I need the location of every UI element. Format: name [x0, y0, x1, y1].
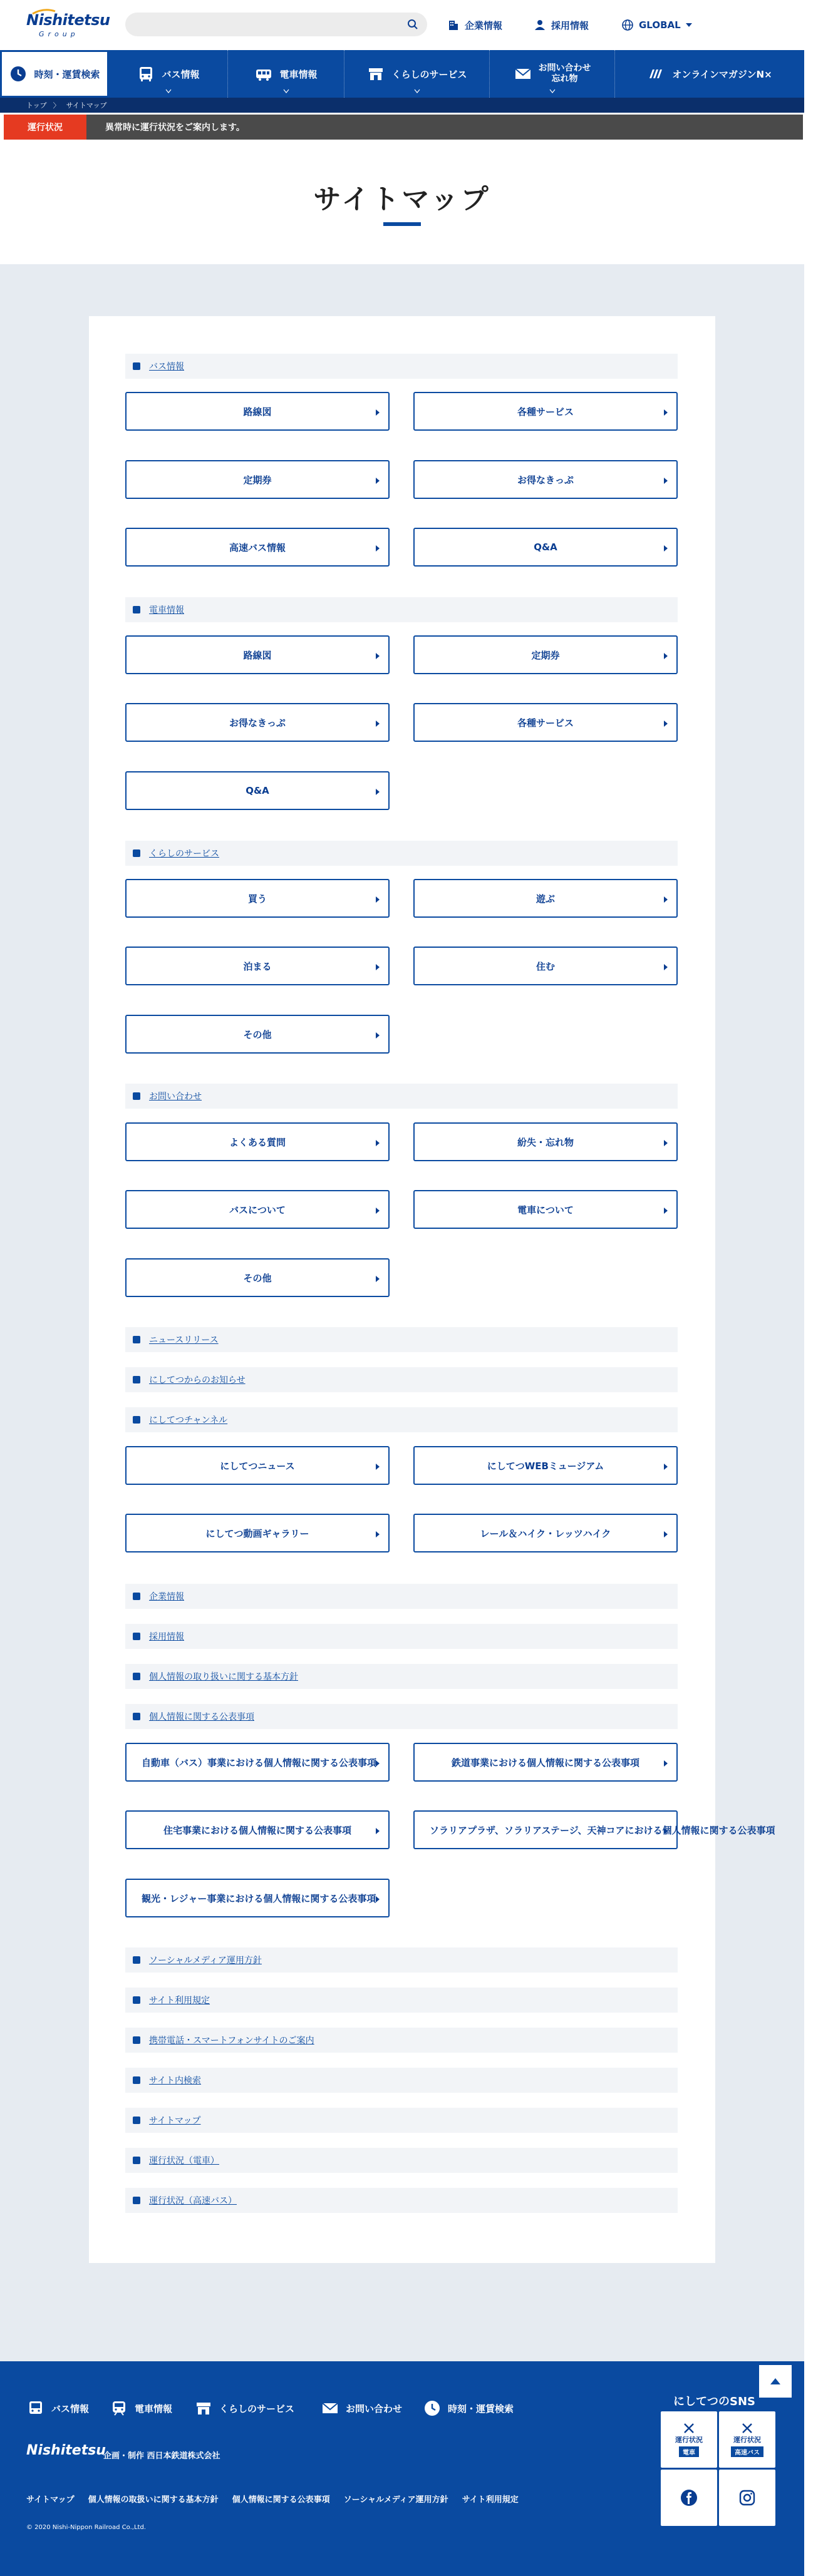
copyright: © 2020 Nishi-Nippon Railroad Co.,Ltd.: [26, 2524, 146, 2531]
search-input[interactable]: [125, 13, 427, 36]
footer-nav-label: 電車情報: [135, 2403, 173, 2414]
button-label: 路線図: [243, 649, 272, 661]
mail-icon: [514, 64, 532, 83]
button-label: 買う: [247, 893, 267, 905]
sitemap-button[interactable]: [125, 460, 390, 499]
section-living[interactable]: くらしのサービス: [125, 841, 678, 866]
button-label: 紛失・忘れ物: [517, 1136, 574, 1148]
globe-icon: [621, 19, 634, 31]
recruit-link-label: 採用情報: [551, 19, 589, 31]
main-navigation: [0, 50, 804, 98]
section-bus[interactable]: バス情報: [125, 354, 678, 379]
sitemap-button[interactable]: [413, 528, 678, 567]
company-link[interactable]: [447, 18, 502, 33]
chevron-down-icon: [686, 23, 692, 27]
company-link-label: 企業情報: [465, 19, 503, 31]
footer-nav-timetable[interactable]: [423, 2399, 514, 2418]
button-label: Q&A: [246, 785, 269, 796]
train-icon: [254, 64, 273, 83]
sns-x-train[interactable]: [661, 2411, 717, 2468]
logo-subtext: Group: [39, 30, 79, 38]
button-label: 住宅事業における個人情報に関する公表事項: [163, 1824, 351, 1836]
sns-facebook[interactable]: [661, 2470, 717, 2526]
sitemap-button[interactable]: [413, 1810, 775, 1849]
nav-living-service[interactable]: [344, 50, 490, 98]
sns-label: 運行状況: [675, 2436, 703, 2444]
sitemap-button[interactable]: [413, 460, 678, 499]
nav-train-label: 電車情報: [279, 68, 318, 80]
train-icon: [110, 2399, 128, 2418]
sitemap-button[interactable]: [125, 1190, 390, 1229]
clock-icon: [9, 64, 28, 83]
site-header: [0, 0, 833, 50]
footer-nav-bus[interactable]: [26, 2399, 89, 2418]
sitemap-button[interactable]: [125, 1015, 390, 1054]
button-label: 電車について: [517, 1204, 574, 1216]
section-notices[interactable]: にしてつからのお知らせ: [125, 1367, 678, 1392]
section-terms[interactable]: サイト利用規定: [125, 1988, 678, 2013]
section-status-bus[interactable]: 運行状況（高速バス）: [125, 2188, 678, 2213]
sns-tag: 高速バス: [731, 2446, 763, 2457]
logo-text: Nishitetsu: [26, 11, 110, 29]
footer-link[interactable]: サイト利用規定: [462, 2495, 519, 2505]
facebook-icon: [680, 2488, 698, 2507]
sitemap-button[interactable]: [125, 703, 390, 742]
nav-lostitem-label: 忘れ物: [551, 74, 578, 84]
section-privacy-notice[interactable]: 個人情報に関する公表事項: [125, 1704, 678, 1729]
building-icon: [447, 19, 460, 31]
button-label: 定期券: [531, 649, 560, 661]
sitemap-button[interactable]: [413, 635, 678, 674]
footer-link[interactable]: 個人情報の取扱いに関する基本方針: [88, 2495, 219, 2505]
footer-links: [26, 2493, 519, 2505]
section-sitemap[interactable]: サイトマップ: [125, 2108, 678, 2133]
footer-nav-living[interactable]: [194, 2399, 294, 2418]
button-label: お得なきっぷ: [517, 474, 574, 486]
bus-icon: [137, 64, 155, 83]
footer-producer: 企画・制作 西日本鉄道株式会社: [103, 2451, 220, 2461]
button-label: 住む: [536, 960, 555, 972]
back-to-top-button[interactable]: [759, 2365, 792, 2398]
chevron-down-icon: [166, 90, 171, 93]
button-label: 高速バス情報: [229, 541, 286, 553]
button-label: 自動車（バス）事業における個人情報に関する公表事項: [142, 1757, 377, 1768]
button-label: その他: [243, 1272, 272, 1284]
sitemap-button[interactable]: [125, 528, 390, 567]
button-label: レール＆ハイク・レッツハイク: [480, 1527, 611, 1539]
section-social-policy[interactable]: ソーシャルメディア運用方針: [125, 1947, 678, 1973]
nav-timetable-label: 時刻・運賃検索: [34, 68, 100, 80]
service-status-bar[interactable]: [4, 115, 803, 140]
sitemap-button[interactable]: [413, 392, 678, 431]
chevron-down-icon: [284, 90, 289, 93]
sitemap-button[interactable]: [125, 947, 390, 985]
button-label: お得なきっぷ: [229, 717, 286, 729]
person-icon: [534, 19, 546, 31]
sitemap-button[interactable]: [413, 1446, 678, 1485]
footer-link[interactable]: サイトマップ: [26, 2495, 75, 2505]
nav-online-magazine[interactable]: [615, 50, 804, 98]
nav-train[interactable]: [228, 50, 344, 98]
sitemap-button[interactable]: [413, 703, 678, 742]
sitemap-button[interactable]: [413, 879, 678, 918]
button-label: にしてつWEBミュージアム: [487, 1460, 604, 1472]
button-label: 各種サービス: [517, 406, 574, 418]
nav-bus[interactable]: [109, 50, 228, 98]
footer-nav-label: お問い合わせ: [346, 2403, 403, 2414]
sns-instagram[interactable]: [719, 2470, 775, 2526]
title-underline: [383, 222, 421, 226]
nav-contact-label: お問い合わせ: [538, 63, 591, 74]
section-company[interactable]: 企業情報: [125, 1584, 678, 1609]
button-label: 鉄道事業における個人情報に関する公表事項: [451, 1757, 639, 1768]
nishitetsu-logo[interactable]: [26, 9, 110, 41]
instagram-icon: [738, 2488, 757, 2507]
sns-label: 運行状況: [733, 2436, 761, 2444]
button-label: バスについて: [229, 1204, 286, 1216]
button-label: よくある質問: [229, 1136, 286, 1148]
footer-logo-text: Nishitetsu: [26, 2443, 106, 2458]
bus-icon: [26, 2399, 45, 2418]
nav-bus-label: バス情報: [162, 68, 200, 80]
section-channel[interactable]: にしてつチャンネル: [125, 1407, 678, 1432]
sitemap-button[interactable]: [125, 1810, 390, 1849]
search-icon[interactable]: [407, 19, 418, 30]
global-menu-label: GLOBAL: [639, 19, 681, 31]
section-train[interactable]: 電車情報: [125, 597, 678, 622]
arrow-up-icon: [770, 2378, 780, 2384]
footer-logo[interactable]: [26, 2443, 106, 2458]
recruit-link[interactable]: [534, 18, 589, 33]
sitemap-button[interactable]: [125, 1446, 390, 1485]
button-label: 観光・レジャー事業における個人情報に関する公表事項: [142, 1892, 376, 1904]
button-label: Q&A: [534, 541, 557, 553]
sitemap-button[interactable]: [413, 1190, 678, 1229]
button-label: にしてつニュース: [220, 1460, 295, 1472]
button-label: 泊まる: [243, 960, 272, 972]
site-footer: [0, 2361, 804, 2576]
button-label: ソラリアプラザ、ソラリアステージ、天神コアにおける個人情報に関する公表事項: [430, 1824, 775, 1836]
status-badge: 運行状況: [4, 115, 86, 140]
mail-icon: [321, 2399, 339, 2418]
sitemap-button[interactable]: [413, 947, 678, 985]
button-label: 路線図: [243, 406, 272, 418]
shop-icon: [366, 64, 385, 83]
sitemap-button[interactable]: [125, 392, 390, 431]
breadcrumb-separator: 〉: [53, 101, 60, 110]
breadcrumb-home-link[interactable]: トップ: [26, 101, 47, 110]
sitemap-button[interactable]: [125, 1879, 390, 1917]
nav-timetable-search[interactable]: [0, 50, 109, 98]
footer-nav-label: 時刻・運賃検索: [448, 2403, 514, 2414]
button-label: 各種サービス: [517, 717, 574, 729]
magazine-icon: [647, 64, 666, 83]
section-status-train[interactable]: 運行状況（電車）: [125, 2148, 678, 2173]
status-message: 異常時に運行状況をご案内します。: [105, 123, 245, 133]
sitemap-button[interactable]: [125, 771, 390, 810]
footer-nav-label: くらしのサービス: [219, 2403, 295, 2414]
chevron-down-icon: [550, 90, 555, 93]
nav-contact[interactable]: [490, 50, 615, 98]
section-news-release[interactable]: ニュースリリース: [125, 1327, 678, 1352]
sitemap-button[interactable]: [413, 1743, 678, 1782]
footer-link[interactable]: ソーシャルメディア運用方針: [343, 2495, 448, 2505]
sitemap-button[interactable]: [125, 879, 390, 918]
nav-contact-text: [539, 63, 591, 85]
page-title: サイトマップ: [313, 183, 491, 215]
sns-title: にしてつのSNS: [673, 2395, 755, 2408]
sns-tag: 電車: [679, 2446, 699, 2457]
nav-magazine-label: オンラインマガジンN×: [672, 68, 772, 80]
section-contact[interactable]: お問い合わせ: [125, 1084, 678, 1109]
button-label: にしてつ動画ギャラリー: [205, 1527, 309, 1539]
chevron-down-icon: [415, 90, 420, 93]
x-logo-icon: [741, 2422, 753, 2435]
sitemap-button[interactable]: [413, 1514, 678, 1552]
nav-living-label: くらしのサービス: [391, 68, 467, 80]
section-site-search[interactable]: サイト内検索: [125, 2068, 678, 2093]
button-label: 定期券: [243, 474, 272, 486]
footer-nav-label: バス情報: [51, 2403, 90, 2414]
shop-icon: [194, 2399, 213, 2418]
clock-icon: [423, 2399, 442, 2418]
sitemap-button[interactable]: [125, 1258, 390, 1297]
sns-x-highway-bus[interactable]: [719, 2411, 775, 2468]
footer-nav-contact[interactable]: [321, 2399, 402, 2418]
global-menu[interactable]: [621, 18, 692, 33]
section-mobile[interactable]: 携帯電話・スマートフォンサイトのご案内: [125, 2028, 678, 2053]
button-label: その他: [243, 1029, 272, 1040]
footer-nav-train[interactable]: [110, 2399, 172, 2418]
x-logo-icon: [683, 2422, 695, 2435]
breadcrumb: [0, 98, 804, 113]
sitemap-button[interactable]: [413, 1122, 678, 1161]
section-recruit[interactable]: 採用情報: [125, 1624, 678, 1649]
footer-link[interactable]: 個人情報に関する公表事項: [232, 2495, 330, 2505]
sitemap-button[interactable]: [125, 1122, 390, 1161]
sitemap-button[interactable]: [125, 1743, 390, 1782]
button-label: 遊ぶ: [536, 893, 555, 905]
sitemap-button[interactable]: [125, 635, 390, 674]
sitemap-button[interactable]: [125, 1514, 390, 1552]
breadcrumb-current: サイトマップ: [66, 101, 107, 110]
section-privacy-policy[interactable]: 個人情報の取り扱いに関する基本方針: [125, 1664, 678, 1689]
